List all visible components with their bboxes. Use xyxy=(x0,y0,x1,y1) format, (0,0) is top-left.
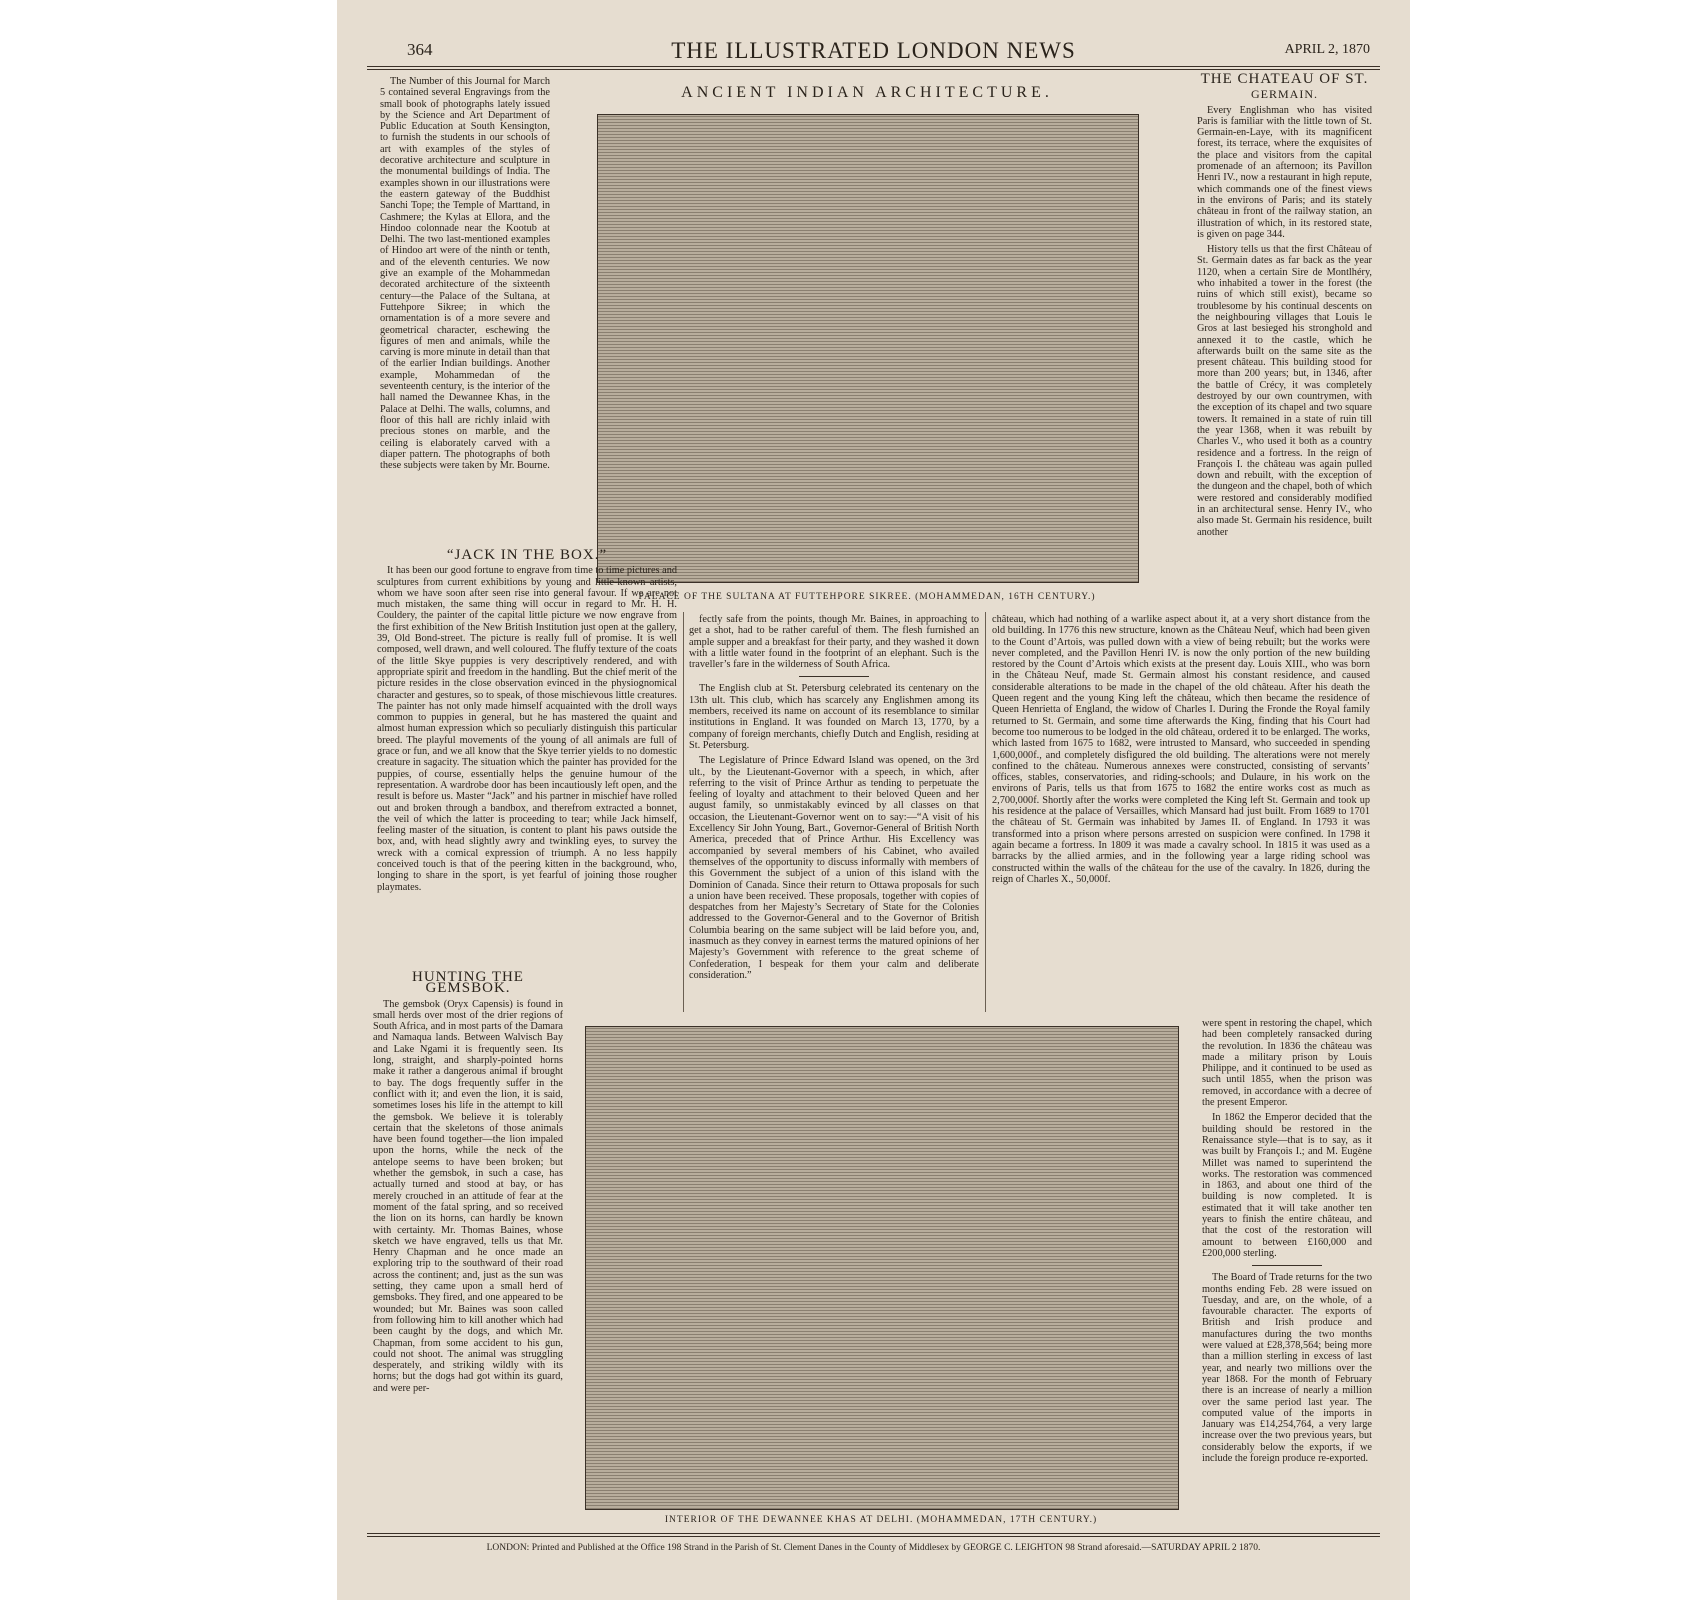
intro-text: The Number of this Journal for March 5 contained several Engravings from the small book of photographs lately issued by the Science and Art Department of Public Education at South Kensington, to furnish the students in our schools of art with examples of the styles of decorative architecture and sculpture in the monumental buildings of India. The examples shown in our illustrations were the eastern gateway of the Buddhist Sanchi Tope; the Temple of Marttand, in Cashmere; the Kylas at Ellora, and the Hindoo colonnade near the Kootub at Delhi. The two last-mentioned examples of Hindoo art were of the ninth or tenth, and of the eleventh centuries. We now give an example of the Mohammedan decorated architecture of the sixteenth century—the Palace of the Sultana, at Futtehpore Sikree; in which the ornamentation is of a more severe and geometrical character, eschewing the figures of men and animals, while the carving is more minute in detail than that of the earlier Indian buildings. Another example, Mohammedan of the seventeenth century, is the interior of the hall named the Dewannee Khas, in the Palace at Delhi. The walls, columns, and floor of this hall are richly inlaid with precious stones on marble, and the ceiling is elaborately carved with a diaper pattern. The photographs of both these subjects were taken by Mr. Bourne. xyxy=(380,76,550,472)
gemsbok-continued: fectly safe from the points, though Mr. Baines, in approaching to get a shot, had to be rather careful of them. The flesh furnished an ample supper and a breakfast for their party, and they washed it down with a little water found in the footprint of an elephant. Such is the traveller’s fare in the wilderness of South Africa. xyxy=(689,614,979,671)
masthead-rule xyxy=(367,66,1380,67)
chateau-paragraph-1: Every Englishman who has visited Paris is familiar with the little town of St. Germain-en-Laye, with its magnificent forest, its terrace, where the exquisites of the place and visitors from the capital promenade of an afternoon; its Pavillon Henri IV., now a restaurant in high repute, which commands one of the finest views in the environs of Paris; and its stately château in front of the railway station, an illustration of which, in its restored state, is given on page 344. xyxy=(1197,104,1372,240)
middle-column xyxy=(689,614,979,1014)
dewannee-khas-engraving xyxy=(585,1026,1179,1510)
issue-date: APRIL 2, 1870 xyxy=(1284,42,1370,57)
chateau-paragraph-3: château, which had nothing of a warlike aspect about it, at a very short distance from the old building. In 1776 this new structure, known as the Château Neuf, which had been given to the Count d’Artois, was pulled down with a view of being rebuilt; but the works were never completed, and the Pavillon Henri IV. is now the only portion of the new building restored by the Count d’Artois which exists at the present day. Louis XIII., who was born in the Château Neuf, made St. Germain almost his constant residence, and caused considerable alterations to be made in the chapel of the old château. After his death the Queen regent and the young King left the château, which then became the residence of Queen Henrietta of England, the widow of Charles I. During the Fronde the Royal family returned to St. Germain, and some time afterwards the King, finding that his Court had become too numerous to be lodged in the old château, ordered it to be enlarged. The works, which lasted from 1675 to 1682, were intrusted to Mansard, who succeeded in spending 1,600,000f., and completely disfigured the old building. The alterations were not merely confined to the château. Numerous annexes were constructed, consisting of servants’ offices, stables, conservatories, and riding-schools; and Dulaure, in his work on the environs of Paris, tells us that from 1675 to 1682 the entire works cost as much as 2,700,000f. Shortly after the works were completed the King left St. Germain and took up his residence at the palace of Versailles, which Mansard had just built. From 1689 to 1701 the château of St. Germain was inhabited by James II. of England. In 1793 it was transformed into a prison where persons arrested on suspicion were confined. In 1798 it again became a fortress. In 1809 it was made a cavalry school. In 1815 it was used as a barracks by the allied armies, and in the following year a large riding school was constructed within the walls of the château for the use of the cavalry. In 1826, during the reign of Charles X., 50,000f. xyxy=(992,614,1370,885)
newspaper-title: THE ILLUSTRATED LONDON NEWS xyxy=(671,38,1076,63)
chateau-paragraph-5: In 1862 the Emperor decided that the building should be restored in the Renaissance style—that is to say, as it was built by François I.; and M. Eugène Millet was named to superintend the works. The restoration was commenced in 1863, and about one third of the building is now completed. It is estimated that it will take another ten years to finish the entire château, and that the cost of the restoration will amount to between £160,000 and £200,000 sterling. xyxy=(1202,1112,1372,1259)
column-rule-2 xyxy=(985,612,986,1012)
dewannee-khas-caption: INTERIOR OF THE DEWANNEE KHAS AT DELHI. (MOHAMMEDAN, 17TH CENTURY.) xyxy=(664,1515,1098,1525)
newspaper-page xyxy=(337,0,1410,1600)
chateau-column-bottom xyxy=(1202,1018,1372,1528)
masthead-rule-double xyxy=(367,69,1380,70)
architecture-heading: ANCIENT INDIAN ARCHITECTURE. xyxy=(681,84,1053,101)
column-rule-1 xyxy=(683,612,684,1012)
chateau-paragraph-2: History tells us that the first Château of St. Germain dates as far back as the year 1120, when a certain Sire de Montlhéry, who inhabited a tower in the forest (the ruins of which still exist), became so troublesome by his continual descents on the neighbouring villages that Louis le Gros at last besieged his stronghold and annexed it to the castle, which he afterwards built on the same site as the present château. This building stood for more than 200 years; but, in 1346, after the battle of Crécy, it was completely destroyed by our own countrymen, with the exception of its chapel and two square towers. It remained in a state of ruin till the year 1368, when it was rebuilt by Charles V., who used it both as a country residence and a fortress. In the reign of François I. the château was again pulled down and rebuilt, with the exception of the dungeon and the chapel, both of which were restored and considerably modified in an architectural sense. Henry IV., who also made St. Germain his residence, built another xyxy=(1197,244,1372,538)
chateau-paragraph-4: were spent in restoring the chapel, which had been completely ransacked during the revolution. In 1836 the château was made a military prison by Louis Philippe, and it continued to be used as such until 1855, when the prison was removed, in accordance with a decree of the present Emperor. xyxy=(1202,1018,1372,1109)
petersburg-club-paragraph: The English club at St. Petersburg celebrated its centenary on the 13th ult. This club, which has scarcely any Englishmen among its members, received its name on account of its resemblance to similar institutions in England. It was founded on March 13, 1770, by a company of foreign merchants, chiefly Dutch and English, residing at St. Petersburg. xyxy=(689,683,979,751)
intro-column xyxy=(380,76,550,536)
jack-heading: “JACK IN THE BOX.” xyxy=(446,548,608,563)
gemsbok-text: The gemsbok (Oryx Capensis) is found in small herds over most of the drier regions of South Africa, and in most parts of the Damara and Namaqua lands. Between Walvisch Bay and Lake Ngami it is frequently seen. Its long, straight, and sharply-pointed horns make it rather a dangerous animal if brought to bay. The dogs frequently suffer in the conflict with it; and even the lion, it is said, sometimes loses his life in the attempt to kill the gemsbok. We believe it is tolerably certain that the skeletons of those animals have been found together—the lion impaled upon the horns, while the neck of the antelope seems to have been broken; but whether the gemsbok, in such a case, has actually turned and stood at bay, or has merely crouched in an attitude of fear at the moment of the fatal spring, and so received the lion on its horns, can hardly be known with certainty. Mr. Thomas Baines, whose sketch we have engraved, tells us that Mr. Henry Chapman and he once made an exploring trip to the southward of their road across the continent; and, just as the sun was setting, they came upon a small herd of gemsboks. They fired, and one appeared to be wounded; but Mr. Baines was soon called from following him to kill another which had been caught by the dogs, and which Mr. Chapman, from some accident to his gun, could not shoot. The animal was struggling desperately, and striking wildly with its horns; but the dogs had got within its guard, and were per- xyxy=(373,998,563,1394)
chateau-subheading: GERMAIN. xyxy=(1251,87,1318,102)
page-number: 364 xyxy=(407,40,433,59)
gemsbok-heading: HUNTING THE GEMSBOK. xyxy=(412,970,524,997)
jack-column xyxy=(377,548,677,966)
palace-caption: PALACE OF THE SULTANA AT FUTTEHPORE SIKREE. (MOHAMMEDAN, 16TH CENTURY.) xyxy=(638,592,1096,602)
prince-edward-paragraph: The Legislature of Prince Edward Island was opened, on the 3rd ult., by the Lieutenant-Governor with a speech, in which, after referring to the visit of Prince Arthur as tending to perpetuate the feeling of loyalty and attachment to their beloved Queen and her august family, so unmistakably evinced by all classes on that occasion, the Lieutenant-Governor went on to say:—“A visit of his Excellency Sir John Young, Bart., Governor-General of British North America, preceded that of Prince Arthur. His Excellency was accompanied by several members of his Cabinet, who availed themselves of the opportunity to discuss informally with members of this Government the subject of a union of this island with the Dominion of Canada. Since their return to Ottawa proposals for such a union have been received. These proposals, together with copies of despatches from her Majesty’s Secretary of State for the Colonies addressed to the Governor-General and to the Governor of British Columbia bearing on the same subject will be laid before you, and, inasmuch as they convey in earnest terms the matured opinions of her Majesty’s Government with reference to the great scheme of Confederation, I bespeak for them your calm and deliberate consideration.” xyxy=(689,755,979,981)
palace-engraving xyxy=(597,114,1139,583)
chateau-column-top xyxy=(1197,72,1372,614)
masthead xyxy=(367,38,1380,64)
jack-text: It has been our good fortune to engrave from time to time pictures and sculptures from current exhibitions by young and little-known artists, whom we have soon after seen rise into general favour. If we are not much mistaken, the same thing will occur in regard to Mr. H. H. Couldery, the painter of the capital little picture we now engrave from the first exhibition of the New British Institution just open at the gallery, 39, Old Bond-street. The picture is really full of promise. It is well composed, well drawn, and well coloured. The fluffy texture of the coats of the little Skye puppies is very descriptively rendered, and with appropriate spirit and freedom in the handling. But the chief merit of the picture resides in the close observation evinced in the physiognomical character and gestures, so to speak, of those mischievous little creatures. The painter has not only made himself acquainted with the droll ways common to puppies in general, but he has mastered the quaint and almost human expression which so peculiarly distinguish this particular breed. The playful movements of the young of all animals are full of grace or fun, and we all know that the Skye terrier yields to no domestic creature in sagacity. The situation which the painter has provided for the puppies, of course, essentially helps the genuine humour of the representation. A wardrobe door has been incautiously left open, and the result is before us. Master “Jack” and his partner in mischief have rolled out and broken through a bandbox, and therefrom extracted a bonnet, the veil of which the latter is proceeding to tear; while Jack himself, feeling master of the situation, is content to plant his paws outside the box, and, with head slightly awry and twinkling eyes, to survey the wreck with a comical expression of triumph. A no less happily conceived touch is that of the peering kitten in the background, who, longing to share in the sport, is yet fearful of joining those rougher playmates. xyxy=(377,565,677,893)
section-rule xyxy=(799,676,869,677)
chateau-heading: THE CHATEAU OF ST. xyxy=(1200,72,1369,87)
board-of-trade-paragraph: The Board of Trade returns for the two months ending Feb. 28 were issued on Tuesday, and are, on the whole, of a favourable character. The exports of British and Irish produce and manufactures during the two months were valued at £28,378,564; being more than a million sterling in excess of last year, and nearly two millions over the year 1868. For the month of February there is an increase of nearly a million over the same period last year. The computed value of the imports in January was £14,254,764, a very large increase over the two previous years, but considerably below the exports, if we include the foreign produce re-exported. xyxy=(1202,1272,1372,1464)
gemsbok-column xyxy=(373,970,563,1510)
footer-rule xyxy=(367,1533,1380,1534)
footer-rule-double xyxy=(367,1536,1380,1537)
imprint-footer: LONDON: Printed and Published at the Office 198 Strand in the Parish of St. Clement Danes in the County of Middlesex by GEORGE C. LEIGHTON 98 Strand aforesaid.—SATURDAY APRIL 2 1870. xyxy=(486,1543,1261,1553)
section-rule-2 xyxy=(1252,1265,1322,1266)
chateau-column-wide xyxy=(992,614,1370,1016)
